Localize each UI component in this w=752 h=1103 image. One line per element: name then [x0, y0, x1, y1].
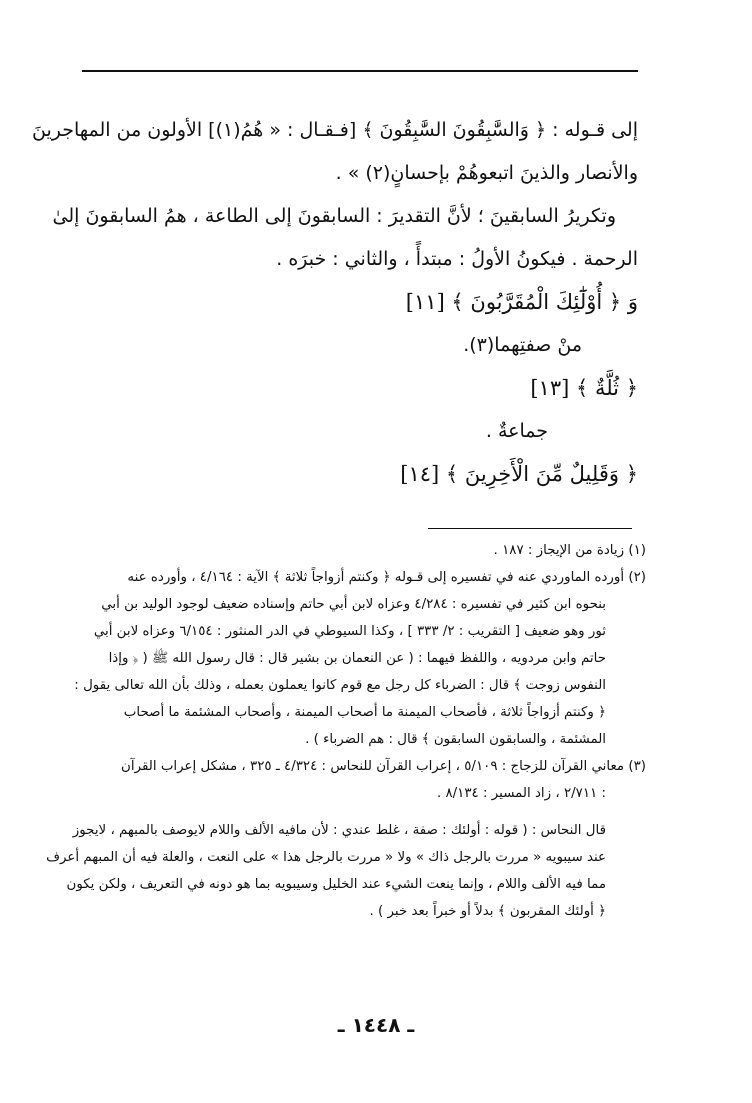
page-number: ـ ١٤٤٨ ـ	[337, 1013, 415, 1037]
footnote-line: (٣) معاني القرآن للزجاج : ٥/١٠٩ ، إعراب القرآن للنحاس : ٤/٣٢٤ ـ ٣٢٥ ، مشكل إعراب القرآن	[121, 759, 646, 774]
text-line: وتكريرُ السابقينَ ؛ لأنَّ التقديرَ : السابقونَ إلى الطاعة ، همُ السابقونَ إلىٰ	[52, 205, 616, 227]
footnote-line: (١) زيادة من الإيجاز : ١٨٧ .	[493, 543, 646, 558]
footnote-line: مما فيه الألف واللام ، وإنما ينعت الشيء عند الخليل وسيبويه بما هو دونه في التعريف ، ولكن يكون	[66, 877, 606, 892]
header-rule	[82, 70, 638, 72]
footnote-line: (٢) أورده الماوردي عنه في تفسيره إلى قـوله ﴿ وكنتم أزواجاً ثلاثة ﴾ الآية : ٤/١٦٤ ، وأورده عنه	[127, 570, 646, 585]
verse-line: وَ ﴿ أُوْلَٰٓئِكَ الْمُقَرَّبُونَ ﴾ [١١]	[405, 290, 638, 314]
footnote-line: بنحوه ابن كثير في تفسيره : ٤/٢٨٤ وعزاه لابن أبي حاتم وإسناده ضعيف لوجود الوليد بن أبي	[101, 597, 606, 612]
footnote-separator	[428, 528, 632, 529]
text-line: جماعةٌ .	[485, 420, 548, 442]
footnote-line: قال النحاس : ( قوله : أولئك : صفة ، غلط عندي : لأن مافيه الألف واللام لايوصف بالمبهم ، لايجوز	[72, 823, 606, 838]
footnotes	[46, 542, 646, 930]
footnote-line: عند سيبويه « مررت بالرجل ذاك » ولا « مررت بالرجل هذا » على النعت ، والعلة فيه أن المبهم أعرف	[46, 850, 606, 865]
text-line: والأنصار والذينَ اتبعوهُمْ بإحسانٍ(٢) » .	[335, 162, 638, 184]
text-line: إلى قـوله : ﴿ وَالسَّٰبِقُونَ السَّٰبِقُونَ ﴾ [فـقـال : « هُمُ(١)] الأولون من المهاجرينَ	[31, 119, 638, 141]
footnote-line: ﴿ وكنتم أزواجاً ثلاثة ، فأصحاب الميمنة ما أصحاب الميمنة ، وأصحاب المشئمة ما أصحاب	[123, 705, 606, 720]
footnote-line: النفوس زوجت ﴾ قال : الضرباء كل رجل مع قوم كانوا يعملون بعمله ، وذلك بأن الله تعالى يقول :	[74, 678, 606, 693]
footnote-line: ﴿ أولئك المقربون ﴾ بدلاً أو خبراً بعد خبر ) .	[369, 904, 606, 919]
footnote-line: حاتم وابن مردويه ، واللفظ فيهما : ( عن النعمان بن بشير قال : قال رسول الله ﷺ ( ﴿ وإذا	[108, 651, 606, 666]
verse-line: ﴿ وَقَلِيلٌ مِّنَ الْأَخِرِينَ ﴾ [١٤]	[400, 462, 638, 486]
verse-line: ﴿ ثُلَّةٌ ﴾ [١٣]	[530, 376, 638, 400]
footnote-line: المشئمة ، والسابقون السابقون ﴾ قال : هم الضرباء ) .	[305, 732, 606, 747]
text-line: منْ صفتِهما(٣).	[463, 334, 582, 356]
footnote-line: : ٢/٧١١ ، زاد المسير : ٨/١٣٤ .	[436, 786, 606, 801]
text-line: الرحمة . فيكونُ الأولُ : مبتدأً ، والثاني : خبرَه .	[276, 248, 638, 270]
footnote-line: ثور وهو ضعيف [ التقريب : ٢/ ٣٣٣ ] ، وكذا السيوطي في الدر المنثور : ٦/١٥٤ وعزاه لابن أبي	[93, 624, 606, 639]
main-text	[31, 118, 638, 505]
